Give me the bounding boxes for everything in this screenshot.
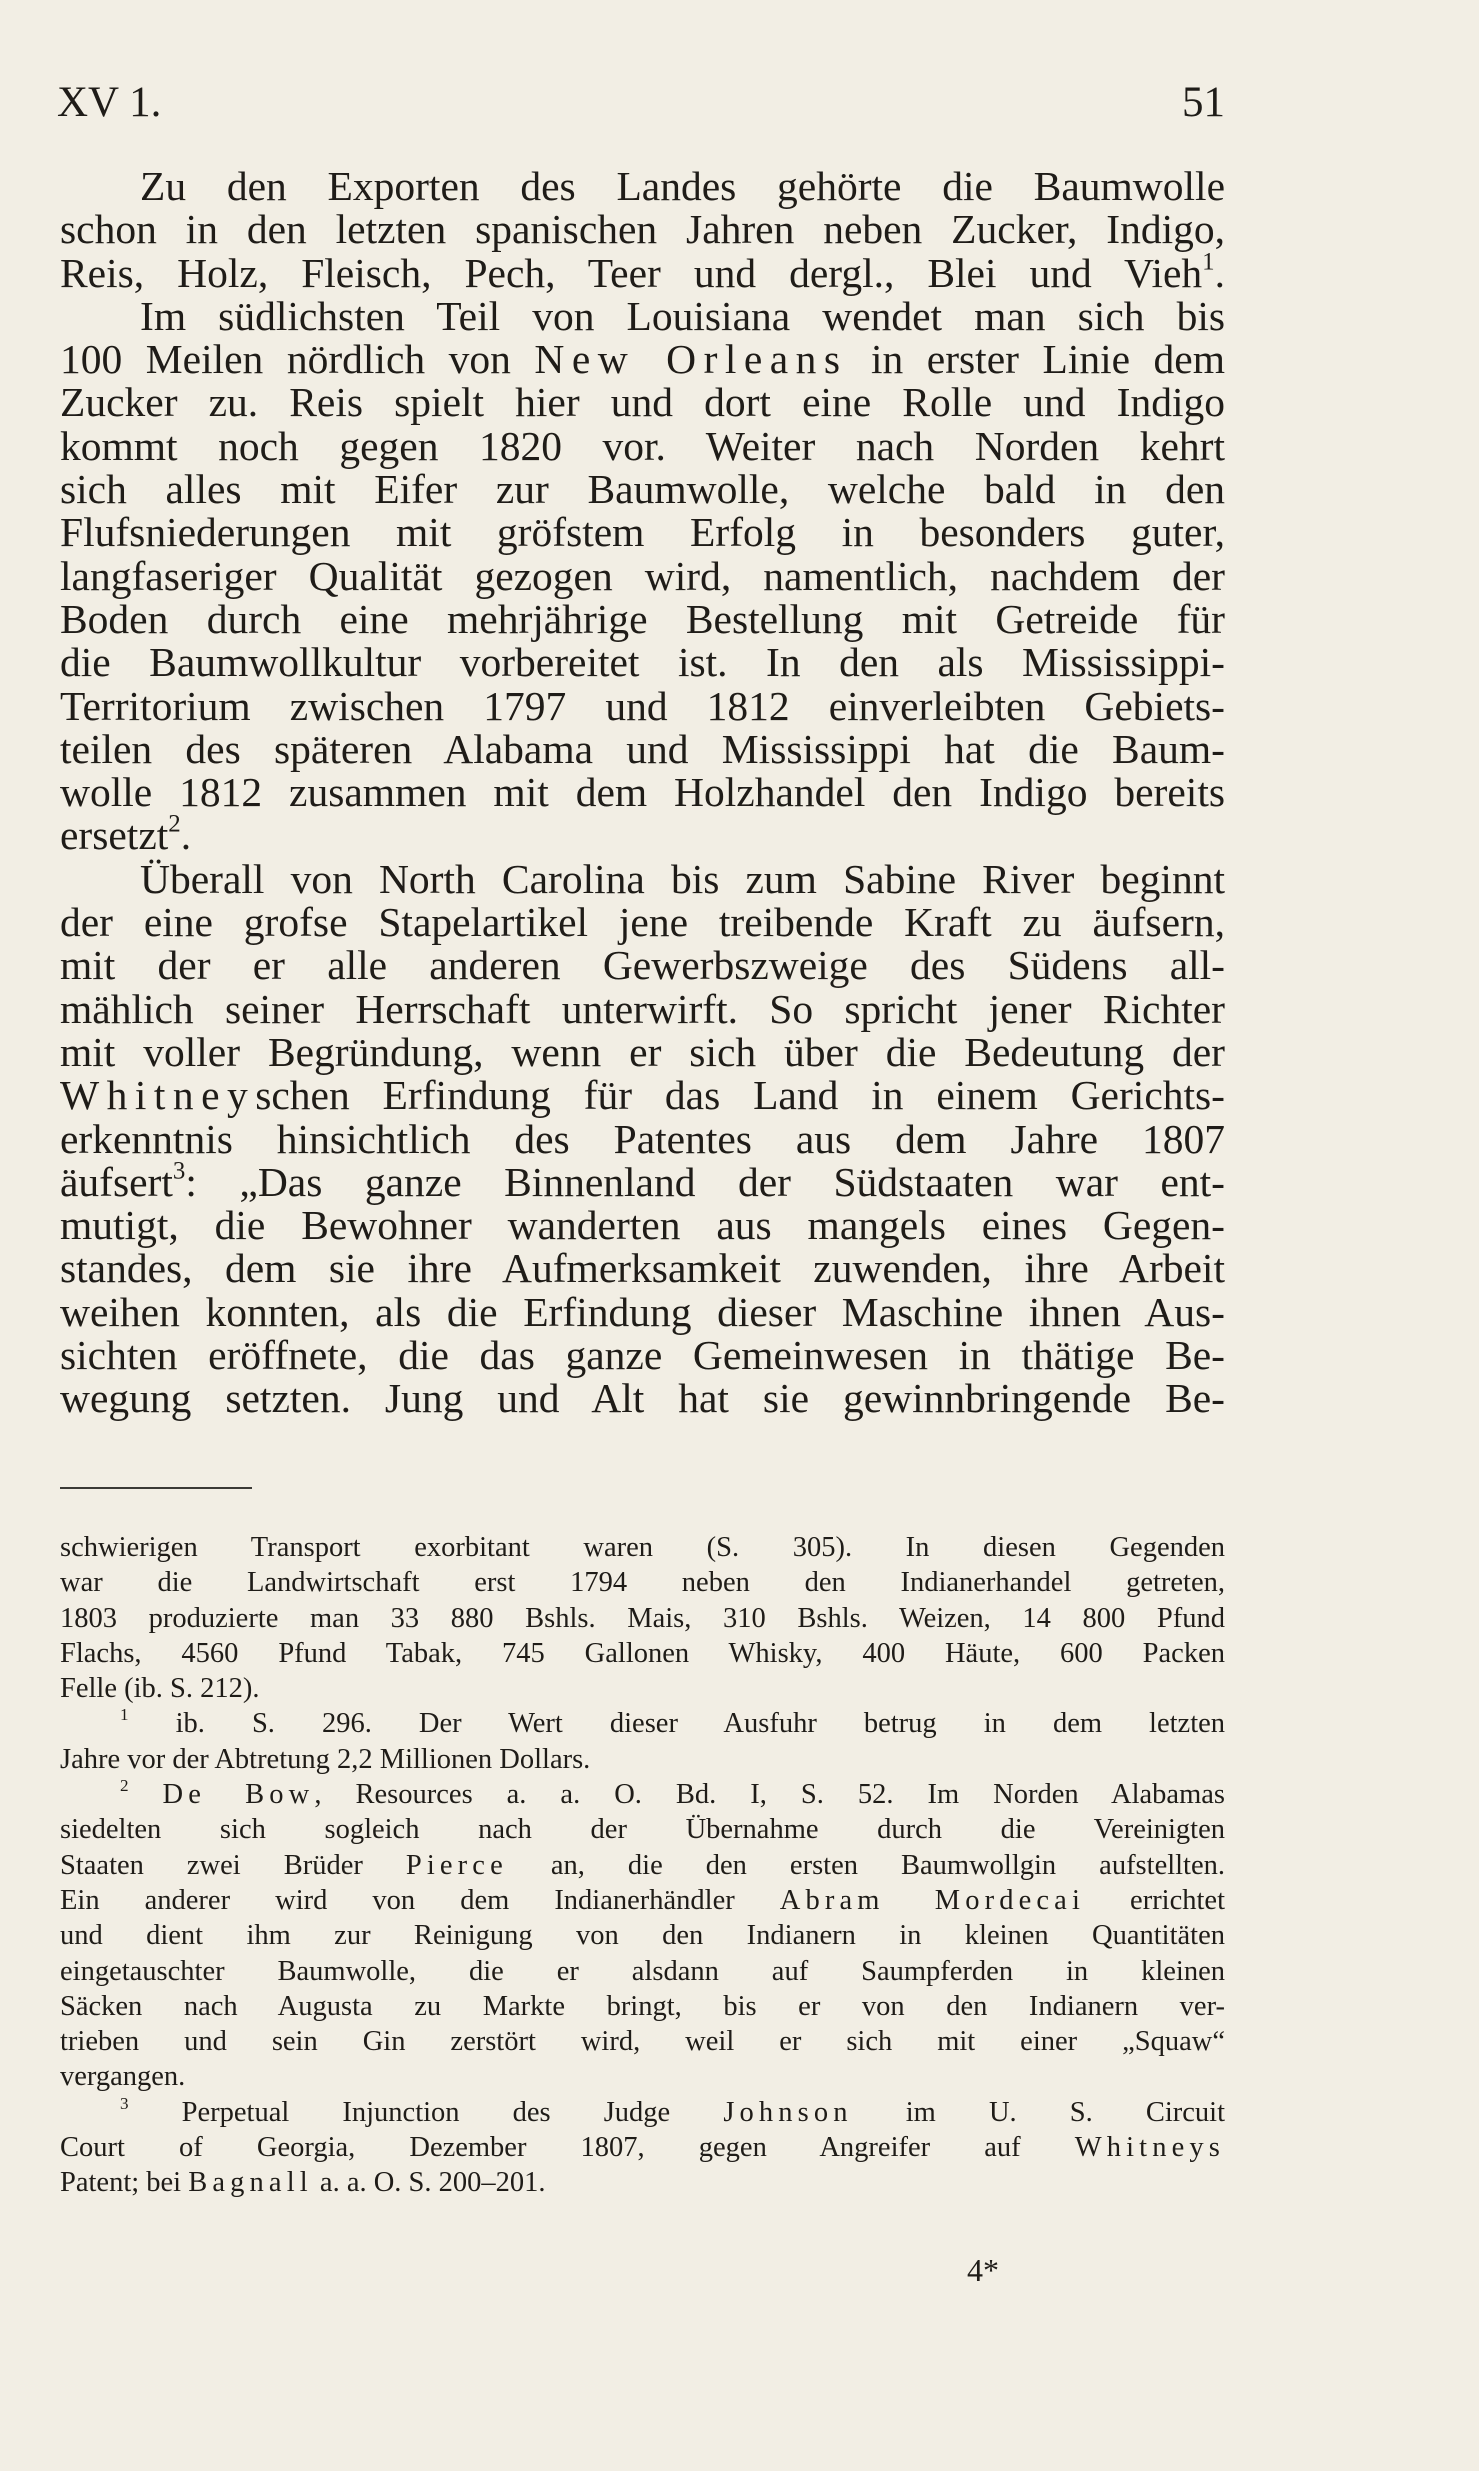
text-run: vergangen. [60, 2061, 186, 2093]
footnote-line [60, 1812, 1225, 1847]
text-run: Territorium zwischen 1797 und 1812 einverleibten Gebiets- [60, 682, 1225, 729]
text-run: Zu den Exporten des Landes gehörte die Baumwolle [140, 163, 1225, 209]
signature-mark: 4* [967, 2252, 999, 2288]
footnote-line [60, 1848, 1225, 1883]
footnote-marker: 3 [120, 2093, 129, 2113]
text-line [60, 292, 1225, 339]
text-line [60, 771, 1225, 814]
text-line [60, 682, 1225, 729]
footnote-marker: 1 [120, 1705, 129, 1725]
footnote-line [60, 2024, 1225, 2059]
text-run: siedelten sich sogleich nach der Übernahme durch die Vereinigten [60, 1814, 1225, 1846]
text-line [60, 855, 1225, 902]
spaced-name: Bagnall [188, 2167, 313, 2199]
footnote-line [60, 1530, 1225, 1565]
spaced-name: Pierce [405, 1849, 508, 1881]
text-run: wegung setzten. Jung und Alt hat sie gewinnbringende Be- [60, 1375, 1225, 1422]
text-run: Reis, Holz, Fleisch, Pech, Teer und dergl., Blei und Vieh [60, 249, 1203, 296]
text-line [60, 1157, 1225, 1205]
footnote-line [60, 1601, 1225, 1636]
text-line [60, 552, 1225, 599]
text-line [60, 422, 1225, 469]
page-number: 51 [1182, 79, 1225, 126]
text-line [60, 208, 1225, 251]
text-line [60, 1377, 1225, 1420]
text-line [60, 511, 1225, 554]
text-run: Überall von North Carolina bis zum Sabine River beginnt [140, 855, 1225, 902]
text-run: Felle (ib. S. 212). [60, 1673, 260, 1705]
text-run: ib. S. 296. Der Wert dieser Ausfuhr betrug in dem letzten [175, 1708, 1226, 1740]
text-run: war die Landwirtschaft erst 1794 neben den Indianerhandel getreten, [60, 1567, 1225, 1599]
text-run: mählich seiner Herrschaft unterwirft. So spricht jener Richter [60, 985, 1225, 1032]
text-run: kommt noch gegen 1820 vor. Weiter nach Norden kehrt [60, 422, 1225, 469]
text-run: und dient ihm zur Reinigung von den Indianern in kleinen Quantitäten [60, 1920, 1225, 1952]
text-run: : „Das ganze Binnenland der Südstaaten war ent- [185, 1158, 1225, 1205]
text-line [60, 641, 1225, 684]
footnote-line [60, 1918, 1225, 1953]
text-line [60, 1028, 1225, 1075]
text-line [60, 1204, 1225, 1247]
spaced-name: Whitney [60, 1072, 256, 1119]
text-line [60, 985, 1225, 1032]
spaced-name: Johnson [723, 2096, 853, 2128]
text-run: Säcken nach Augusta zu Markte bringt, bis er von den Indianern ver- [60, 1990, 1225, 2022]
text-run: im U. S. Circuit [852, 2096, 1225, 2128]
footnote-line [60, 2165, 1225, 2200]
text-run: mit der er alle anderen Gewerbszweige des Südens all- [60, 942, 1225, 989]
text-run: in erster Linie dem [847, 336, 1226, 383]
text-run: , Resources a. a. O. Bd. I, S. 52. Im Norden Alabamas [314, 1779, 1225, 1811]
text-run: Staaten zwei Brüder [60, 1849, 406, 1881]
text-line [60, 811, 1225, 859]
spaced-name: Abram Mordecai [779, 1884, 1085, 1916]
text-run: Im südlichsten Teil von Louisiana wendet man sich bis [140, 292, 1225, 339]
text-run: Court of Georgia, Dezember 1807, gegen Angreifer auf [60, 2132, 1075, 2164]
section-label: XV 1. [57, 79, 162, 126]
text-run: Zucker zu. Reis spielt hier und dort eine Rolle und Indigo [60, 379, 1225, 426]
footnote-line [60, 1565, 1225, 1600]
footnote-line [60, 1671, 1225, 1706]
footnote-line [60, 1777, 1225, 1812]
spaced-name: New Orleans [534, 336, 848, 383]
text-line [60, 381, 1225, 424]
footnote-divider [60, 1487, 252, 1489]
spaced-name: De Bow [162, 1779, 315, 1811]
footnote-ref: 2 [168, 811, 181, 839]
text-run: Flachs, 4560 Pfund Tabak, 745 Gallonen Whisky, 400 Häute, 600 Packen [60, 1637, 1225, 1669]
text-line [60, 1247, 1225, 1290]
text-run: die Baumwollkultur vorbereitet ist. In den als Mississippi- [60, 639, 1225, 686]
text-run: Ein anderer wird von dem Indianerhändler [60, 1884, 780, 1916]
text-run: schon in den letzten spanischen Jahren neben Zucker, Indigo, [60, 206, 1225, 253]
footnote-ref: 3 [172, 1157, 186, 1185]
footnote-line [60, 1706, 1225, 1741]
text-run: mit voller Begründung, wenn er sich über die Bedeutung der [60, 1028, 1225, 1075]
text-run: äufsert [60, 1158, 173, 1205]
text-line [60, 165, 1225, 208]
footnote-line [60, 1883, 1225, 1918]
footnote-line [60, 1742, 1225, 1777]
text-run: a. a. O. S. 200–201. [312, 2167, 546, 2199]
text-run: errichtet [1085, 1884, 1225, 1916]
footnotes [60, 1530, 1225, 2201]
text-line [60, 248, 1225, 296]
text-run: der eine grofse Stapelartikel jene treibende Kraft zu äufsern, [60, 899, 1225, 946]
text-run: wolle 1812 zusammen mit dem Holzhandel den Indigo bereits [60, 769, 1225, 816]
text-run: weihen konnten, als die Erfindung dieser Maschine ihnen Aus- [60, 1288, 1225, 1335]
text-line [60, 1288, 1225, 1335]
text-run: Patent; bei [60, 2167, 189, 2199]
text-run: ersetzt [60, 812, 169, 859]
text-run: Perpetual Injunction des Judge [181, 2096, 724, 2128]
footnote-ref: 1 [1202, 248, 1215, 276]
text-run: sich alles mit Eifer zur Baumwolle, welche bald in den [60, 466, 1225, 513]
text-line [60, 1115, 1225, 1162]
text-line [60, 725, 1225, 772]
text-run: eingetauschter Baumwolle, die er alsdann auf Saumpferden in kleinen [60, 1955, 1225, 1987]
text-run: Flufsniederungen mit gröfstem Erfolg in besonders guter, [60, 509, 1225, 556]
spaced-name: Whitneys [1074, 2132, 1225, 2164]
text-run: standes, dem sie ihre Aufmerksamkeit zuwenden, ihre Arbeit [60, 1245, 1225, 1292]
footnote-marker: 2 [120, 1776, 129, 1796]
text-run: . [1214, 249, 1225, 296]
footnote-line [60, 1989, 1225, 2024]
text-line [60, 595, 1225, 642]
text-line [60, 901, 1225, 944]
footnote-line [60, 1954, 1225, 1989]
text-run: . [180, 812, 192, 859]
text-run: 100 Meilen nördlich von [60, 336, 535, 383]
footnote-line [60, 2059, 1225, 2094]
footnote-line [60, 2095, 1225, 2130]
text-run: an, die den ersten Baumwollgin aufstellten. [507, 1849, 1225, 1881]
text-run: schwierigen Transport exorbitant waren (S. 305). In diesen Gegenden [60, 1532, 1225, 1563]
text-run: trieben und sein Gin zerstört wird, weil er sich mit einer „Squaw“ [60, 2026, 1225, 2058]
text-run: mutigt, die Bewohner wanderten aus mangels eines Gegen- [60, 1202, 1225, 1249]
text-line [60, 1074, 1225, 1117]
text-run: erkenntnis hinsichtlich des Patentes aus dem Jahre 1807 [60, 1115, 1225, 1162]
text-line [60, 468, 1225, 511]
text-run: teilen des späteren Alabama und Mississippi hat die Baum- [60, 725, 1225, 772]
text-line [60, 944, 1225, 987]
text-line [60, 1334, 1225, 1377]
text-run: langfaseriger Qualität gezogen wird, namentlich, nachdem der [60, 552, 1225, 599]
text-run: Boden durch eine mehrjährige Bestellung mit Getreide für [60, 595, 1225, 642]
text-run: sichten eröffnete, die das ganze Gemeinwesen in thätige Be- [60, 1332, 1225, 1379]
body-text [60, 165, 1225, 1421]
text-run: Jahre vor der Abtretung 2,2 Millionen Dollars. [60, 1743, 591, 1775]
running-header [57, 78, 1225, 138]
text-run: schen Erfindung für das Land in einem Gerichts- [255, 1072, 1225, 1119]
footnote-line [60, 1636, 1225, 1671]
text-run: 1803 produzierte man 33 880 Bshls. Mais, 310 Bshls. Weizen, 14 800 Pfund [60, 1602, 1225, 1634]
text-line [60, 338, 1225, 381]
footnote-line [60, 2130, 1225, 2165]
